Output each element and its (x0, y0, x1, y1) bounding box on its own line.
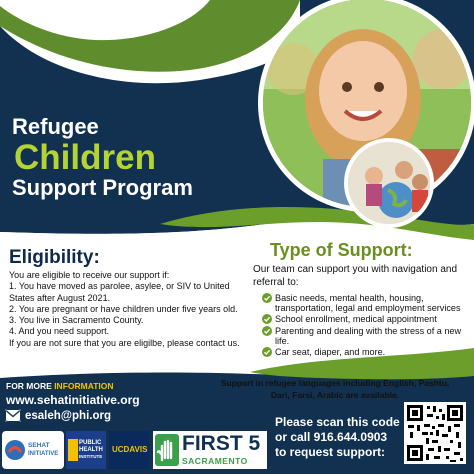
support-item-label: Parenting and dealing with the stress of a new life. (275, 325, 462, 346)
sehat-logo-line-2: INITIATIVE (28, 451, 59, 457)
phi-logo-line-3: INSTITUTE (79, 454, 103, 459)
scan-line: or call 916.644.0903 (275, 430, 388, 444)
more-info-prefix: FOR MORE (6, 381, 52, 391)
scan-instructions (275, 415, 400, 460)
website-link[interactable]: www.sehatinitiative.org (6, 393, 140, 407)
checkmark-icon (262, 293, 272, 303)
title-line-3: Support Program (12, 175, 193, 200)
sehat-logo-icon (4, 439, 26, 461)
support-item-label: Basic needs, mental health, housing, transportation, legal and employment services (275, 293, 461, 314)
phi-logo-icon (68, 439, 78, 461)
support-item-label: School enrollment, medical appointment (275, 314, 437, 325)
first5-logo-line-1: FIRST 5 (182, 432, 261, 455)
title-line-1: Refugee (12, 114, 99, 139)
support-list (262, 293, 470, 358)
eligibility-line: You are eligible to receive our support if: (9, 270, 170, 280)
support-item-label: Car seat, diaper, and more. (275, 347, 386, 358)
title-line-2: Children (14, 138, 156, 177)
checkmark-icon (262, 326, 272, 336)
children-globe-photo (344, 138, 434, 228)
eligibility-text (9, 270, 271, 349)
program-title (12, 116, 193, 199)
eligibility-line: States after August 2021. (9, 292, 111, 303)
eligibility-line: 2. You are pregnant or have children under five years old. (9, 303, 238, 314)
support-heading: Type of Support: (270, 240, 413, 260)
eligibility-line: 3. You live in Sacramento County. (9, 315, 144, 326)
eligibility-heading: Eligibility: (9, 247, 100, 268)
more-info-highlight: INFORMATION (54, 381, 114, 391)
sehat-logo-line-1: SEHAT (28, 442, 50, 449)
eligibility-line: If you are not sure that you are eligilbe, please contact us. (9, 337, 240, 348)
first-5-sacramento-logo (153, 431, 267, 469)
checkmark-icon (262, 347, 272, 357)
languages-note: Support in refugee languages including English, Pashtu, Dari, Farsi, Arabic are available. (220, 378, 450, 400)
support-item (262, 293, 470, 313)
email-row (5, 409, 111, 422)
checkmark-icon (262, 314, 272, 324)
phi-logo-line-2: HEALTH (79, 447, 103, 453)
public-health-institute-logo (66, 431, 106, 469)
support-intro: Our team can support you with navigation and referral to: (253, 264, 458, 288)
more-info-label (6, 381, 114, 391)
mail-icon (5, 409, 21, 422)
eligibility-line: 1. You have moved as parolee, asylee, or SIV to United (9, 281, 230, 292)
support-item (262, 326, 470, 346)
uc-davis-logo (109, 431, 149, 469)
first5-logo-line-2: SACRAMENTO (182, 456, 248, 466)
support-item (262, 347, 470, 357)
ucdavis-logo-text: UCDAVIS (112, 445, 148, 454)
hand-icon (155, 434, 179, 466)
phi-logo-line-1: PUBLIC (79, 440, 102, 446)
qr-code[interactable] (404, 402, 466, 464)
scan-line: Please scan this code (275, 415, 400, 429)
email-link[interactable]: esaleh@phi.org (25, 409, 111, 422)
eligibility-line: 4. And you need support. (9, 326, 110, 337)
scan-line: to request support: (275, 445, 385, 459)
sehat-initiative-logo (2, 431, 64, 469)
support-item (262, 314, 470, 324)
